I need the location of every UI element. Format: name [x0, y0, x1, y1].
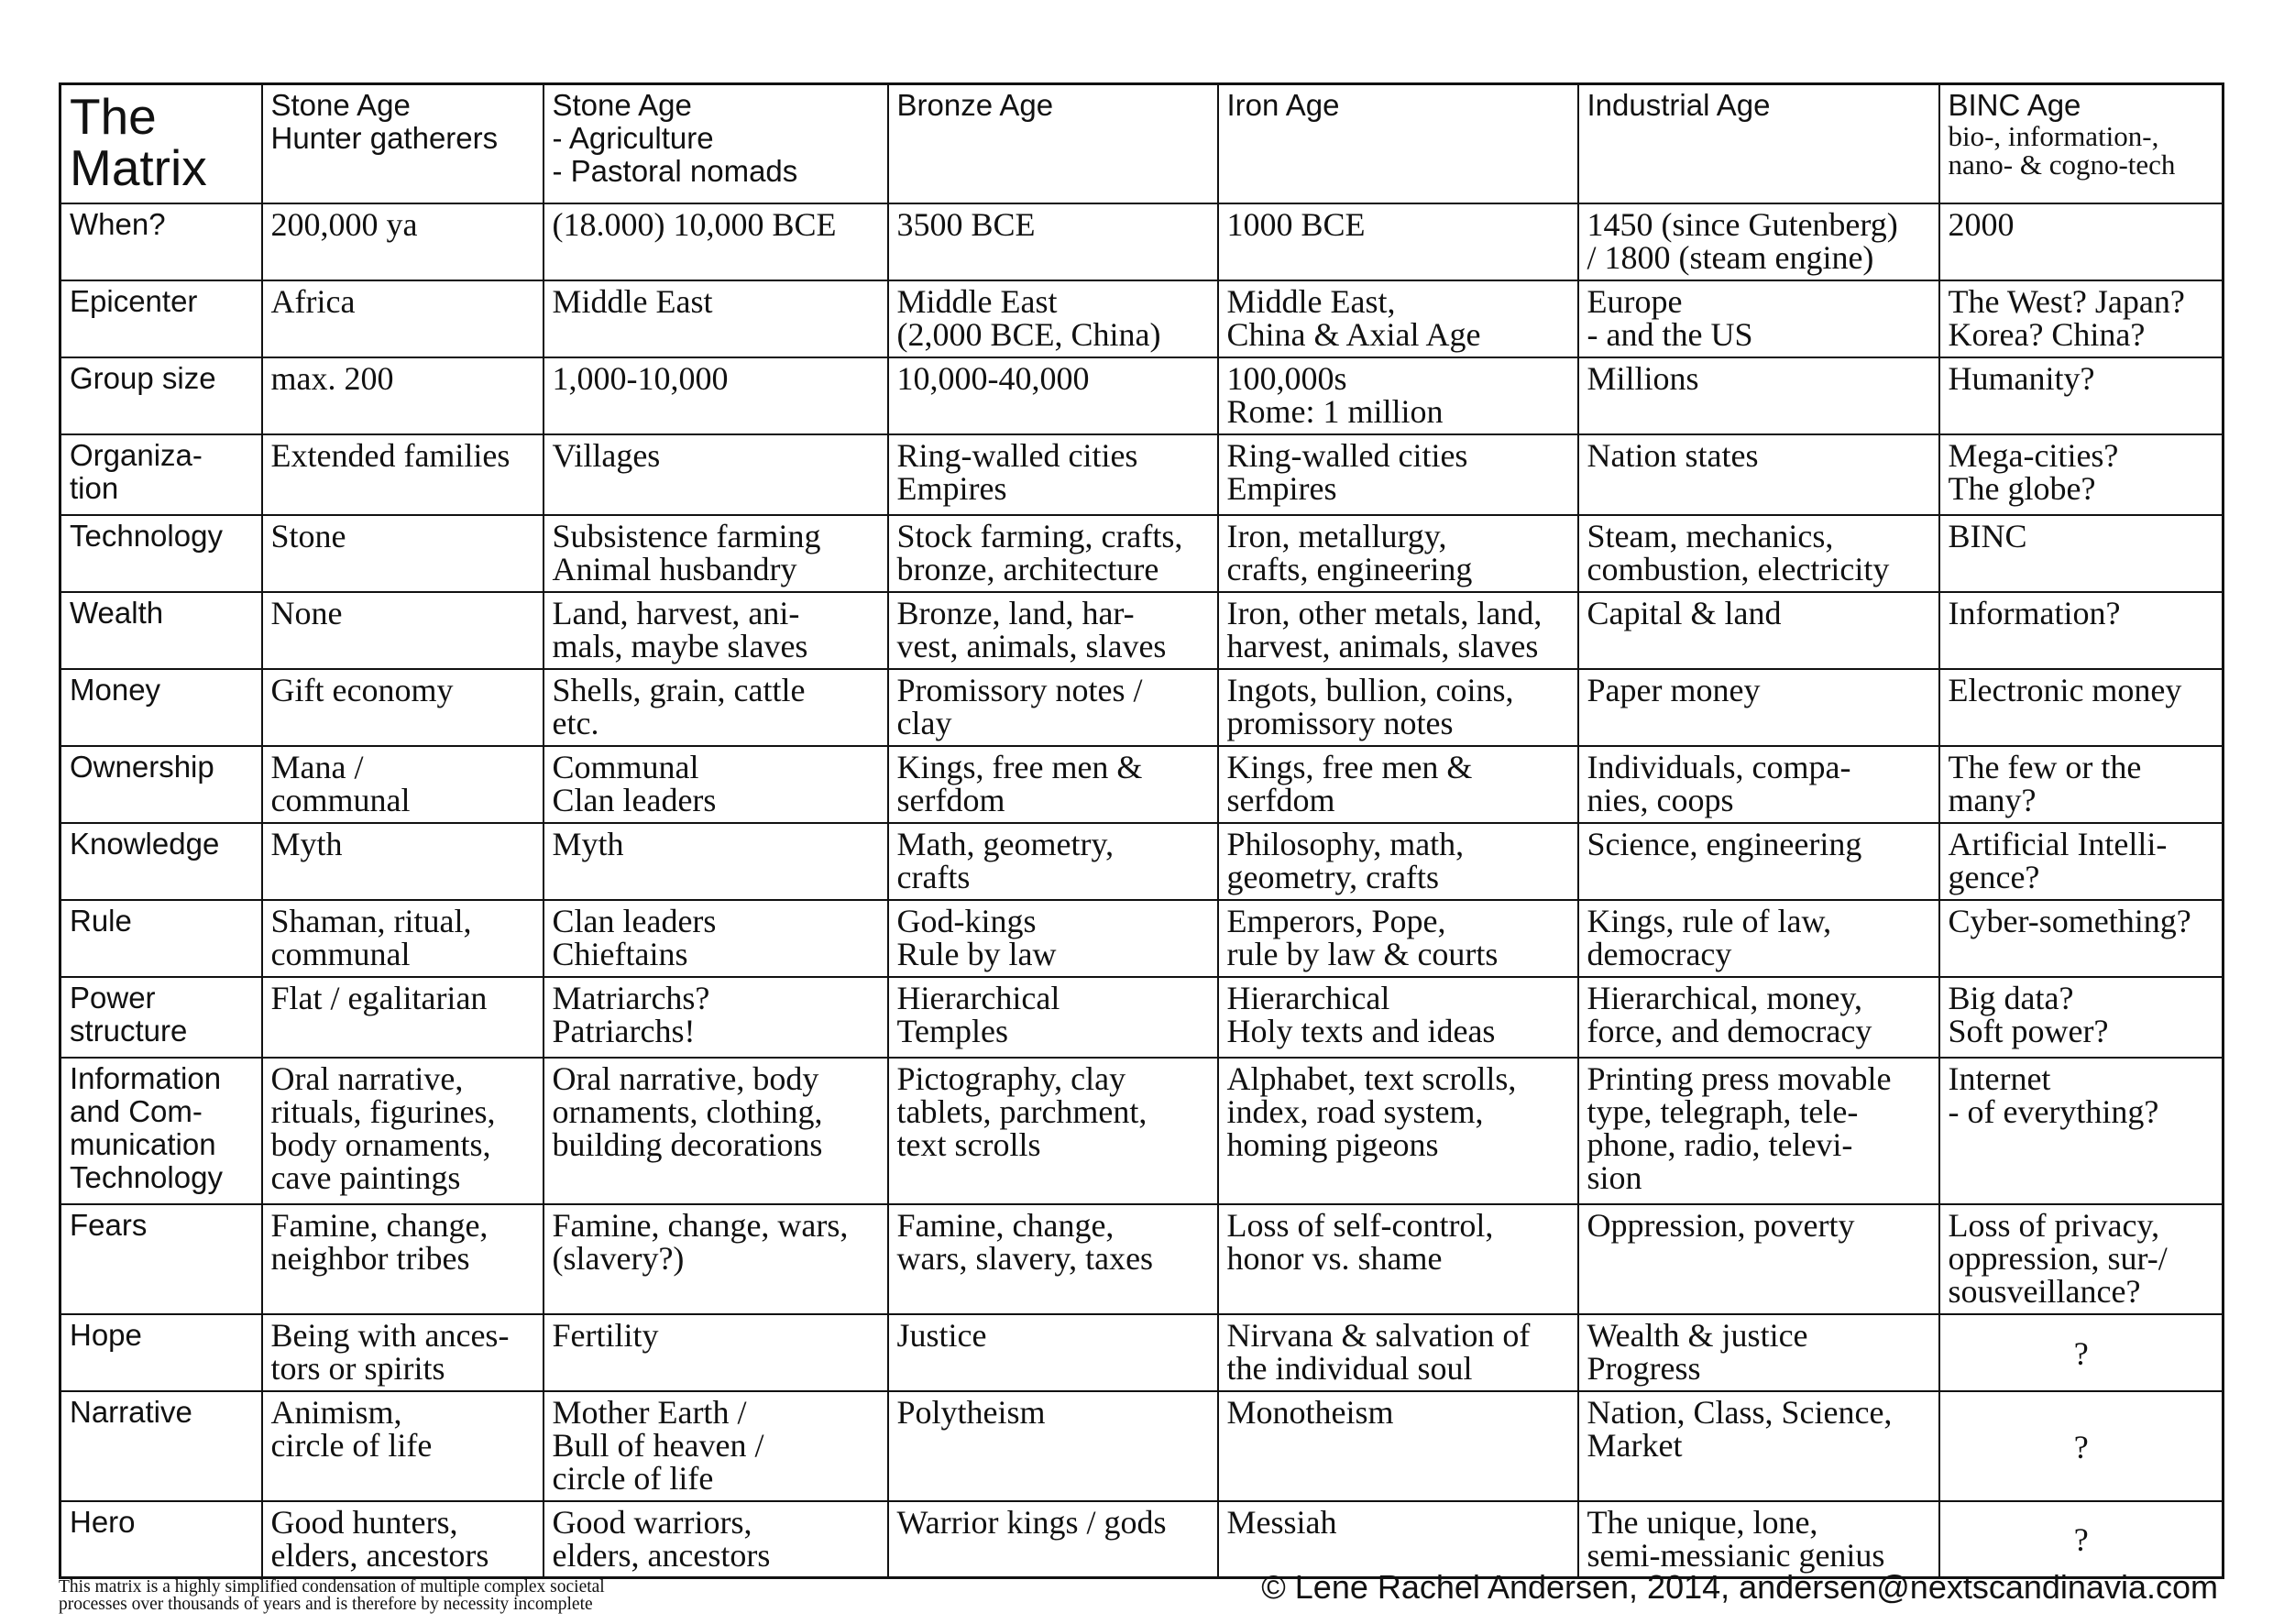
table-cell: Middle East (2,000 BCE, China)	[888, 280, 1218, 357]
table-cell: Kings, free men & serfdom	[1218, 746, 1578, 823]
table-cell: Warrior kings / gods	[888, 1501, 1218, 1578]
table-cell: Artificial Intelli- gence?	[1939, 823, 2224, 900]
table-cell: Pictography, clay tablets, parchment, text scrolls	[888, 1058, 1218, 1204]
table-cell: Being with ances- tors or spirits	[262, 1314, 544, 1391]
header-row	[60, 84, 2224, 203]
row-label: Money	[60, 669, 262, 746]
table-cell: Big data? Soft power?	[1939, 977, 2224, 1058]
table-row	[60, 900, 2224, 977]
table-cell: Clan leaders Chieftains	[544, 900, 888, 977]
table-row	[60, 1501, 2224, 1578]
table-cell: Oppression, poverty	[1578, 1204, 1939, 1314]
table-cell: Matriarchs? Patriarchs!	[544, 977, 888, 1058]
table-cell: 1,000-10,000	[544, 357, 888, 434]
table-row	[60, 357, 2224, 434]
table-cell: Humanity?	[1939, 357, 2224, 434]
matrix-table	[59, 82, 2224, 1579]
era-name: Stone Age - Agriculture - Pastoral nomads	[552, 88, 798, 188]
era-name: BINC Age	[1948, 88, 2081, 122]
table-cell: Loss of privacy, oppression, sur-/ sousveillance?	[1939, 1204, 2224, 1314]
table-cell: Math, geometry, crafts	[888, 823, 1218, 900]
table-cell: 3500 BCE	[888, 203, 1218, 280]
era-name: Bronze Age	[896, 88, 1054, 122]
table-cell: Europe - and the US	[1578, 280, 1939, 357]
era-header	[1578, 84, 1939, 203]
table-cell: 1450 (since Gutenberg) / 1800 (steam engine)	[1578, 203, 1939, 280]
table-cell: Electronic money	[1939, 669, 2224, 746]
table-cell: Extended families	[262, 434, 544, 515]
table-row	[60, 977, 2224, 1058]
table-cell: Gift economy	[262, 669, 544, 746]
table-row	[60, 592, 2224, 669]
era-header	[1939, 84, 2224, 203]
table-cell: Science, engineering	[1578, 823, 1939, 900]
era-name: Iron Age	[1226, 88, 1340, 122]
row-label: Group size	[60, 357, 262, 434]
table-title: The Matrix	[60, 84, 262, 203]
row-label: When?	[60, 203, 262, 280]
era-header	[1218, 84, 1578, 203]
era-header	[262, 84, 544, 203]
matrix-body	[60, 203, 2224, 1578]
table-cell: Justice	[888, 1314, 1218, 1391]
table-cell: Good hunters, elders, ancestors	[262, 1501, 544, 1578]
row-label: Ownership	[60, 746, 262, 823]
row-label: Knowledge	[60, 823, 262, 900]
row-label: Information and Com- munication Technology	[60, 1058, 262, 1204]
table-cell: Flat / egalitarian	[262, 977, 544, 1058]
table-row	[60, 1204, 2224, 1314]
table-cell: God-kings Rule by law	[888, 900, 1218, 977]
table-cell: Kings, rule of law, democracy	[1578, 900, 1939, 977]
table-cell: The unique, lone, semi-messianic genius	[1578, 1501, 1939, 1578]
table-cell: Subsistence farming Animal husbandry	[544, 515, 888, 592]
table-cell: Nation states	[1578, 434, 1939, 515]
footnote: This matrix is a highly simplified condensation of multiple complex societal processes over thousands of years and is therefore by necessity incomplete	[59, 1577, 605, 1614]
era-header	[888, 84, 1218, 203]
table-cell: Bronze, land, har- vest, animals, slaves	[888, 592, 1218, 669]
table-cell: Middle East, China & Axial Age	[1218, 280, 1578, 357]
table-cell: Messiah	[1218, 1501, 1578, 1578]
table-cell: Ingots, bullion, coins, promissory notes	[1218, 669, 1578, 746]
table-cell: Alphabet, text scrolls, index, road system, homing pigeons	[1218, 1058, 1578, 1204]
table-cell: Mana / communal	[262, 746, 544, 823]
row-label: Hope	[60, 1314, 262, 1391]
table-cell: Africa	[262, 280, 544, 357]
row-label: Wealth	[60, 592, 262, 669]
table-cell: Polytheism	[888, 1391, 1218, 1501]
table-cell: Loss of self-control, honor vs. shame	[1218, 1204, 1578, 1314]
table-row	[60, 280, 2224, 357]
table-cell: Iron, other metals, land, harvest, animals, slaves	[1218, 592, 1578, 669]
table-cell: 200,000 ya	[262, 203, 544, 280]
table-row	[60, 1058, 2224, 1204]
table-cell: Oral narrative, rituals, figurines, body ornaments, cave paintings	[262, 1058, 544, 1204]
table-cell: 2000	[1939, 203, 2224, 280]
table-cell: 10,000-40,000	[888, 357, 1218, 434]
table-row	[60, 1391, 2224, 1501]
table-cell: ?	[1939, 1314, 2224, 1391]
row-label: Fears	[60, 1204, 262, 1314]
row-label: Technology	[60, 515, 262, 592]
table-cell: Promissory notes / clay	[888, 669, 1218, 746]
table-cell: Stone	[262, 515, 544, 592]
table-cell: 100,000s Rome: 1 million	[1218, 357, 1578, 434]
table-cell: Printing press movable type, telegraph, tele- phone, radio, televi- sion	[1578, 1058, 1939, 1204]
table-cell: Famine, change, wars, slavery, taxes	[888, 1204, 1218, 1314]
table-cell: Mother Earth / Bull of heaven / circle of life	[544, 1391, 888, 1501]
table-cell: Fertility	[544, 1314, 888, 1391]
era-name: Stone Age Hunter gatherers	[270, 88, 499, 155]
table-cell: Famine, change, wars, (slavery?)	[544, 1204, 888, 1314]
table-cell: ?	[1939, 1391, 2224, 1501]
table-cell: Steam, mechanics, combustion, electricity	[1578, 515, 1939, 592]
table-cell: Nirvana & salvation of the individual soul	[1218, 1314, 1578, 1391]
row-label: Epicenter	[60, 280, 262, 357]
table-cell: Paper money	[1578, 669, 1939, 746]
table-cell: Millions	[1578, 357, 1939, 434]
era-header	[544, 84, 888, 203]
table-cell: Nation, Class, Science, Market	[1578, 1391, 1939, 1501]
table-cell: Middle East	[544, 280, 888, 357]
era-subtitle: bio-, information-, nano- & cogno-tech	[1948, 120, 2176, 181]
table-cell: Wealth & justice Progress	[1578, 1314, 1939, 1391]
table-cell: Land, harvest, ani- mals, maybe slaves	[544, 592, 888, 669]
table-cell: Myth	[262, 823, 544, 900]
copyright-notice: © Lene Rachel Andersen, 2014, andersen@nextscandinavia.com	[1261, 1568, 2218, 1606]
table-cell: Oral narrative, body ornaments, clothing, building decorations	[544, 1058, 888, 1204]
table-cell: Communal Clan leaders	[544, 746, 888, 823]
table-row	[60, 515, 2224, 592]
table-cell: Shaman, ritual, communal	[262, 900, 544, 977]
table-cell: The West? Japan? Korea? China?	[1939, 280, 2224, 357]
table-cell: Kings, free men & serfdom	[888, 746, 1218, 823]
table-cell: Villages	[544, 434, 888, 515]
table-cell: Stock farming, crafts, bronze, architecture	[888, 515, 1218, 592]
table-cell: Good warriors, elders, ancestors	[544, 1501, 888, 1578]
table-cell: Ring-walled cities Empires	[1218, 434, 1578, 515]
row-label: Narrative	[60, 1391, 262, 1501]
table-cell: Animism, circle of life	[262, 1391, 544, 1501]
table-cell: Individuals, compa- nies, coops	[1578, 746, 1939, 823]
table-cell: Philosophy, math, geometry, crafts	[1218, 823, 1578, 900]
table-cell: BINC	[1939, 515, 2224, 592]
table-cell: (18.000) 10,000 BCE	[544, 203, 888, 280]
table-cell: Hierarchical Holy texts and ideas	[1218, 977, 1578, 1058]
table-row	[60, 203, 2224, 280]
table-cell: Emperors, Pope, rule by law & courts	[1218, 900, 1578, 977]
era-name: Industrial Age	[1587, 88, 1771, 122]
row-label: Power structure	[60, 977, 262, 1058]
table-cell: Myth	[544, 823, 888, 900]
table-row	[60, 434, 2224, 515]
table-cell: Hierarchical, money, force, and democracy	[1578, 977, 1939, 1058]
table-cell: Monotheism	[1218, 1391, 1578, 1501]
table-cell: Ring-walled cities Empires	[888, 434, 1218, 515]
table-cell: Capital & land	[1578, 592, 1939, 669]
table-cell: The few or the many?	[1939, 746, 2224, 823]
table-cell: ?	[1939, 1501, 2224, 1578]
table-cell: 1000 BCE	[1218, 203, 1578, 280]
table-cell: Cyber-something?	[1939, 900, 2224, 977]
table-cell: Famine, change, neighbor tribes	[262, 1204, 544, 1314]
table-row	[60, 1314, 2224, 1391]
table-cell: Mega-cities? The globe?	[1939, 434, 2224, 515]
table-cell: Hierarchical Temples	[888, 977, 1218, 1058]
table-cell: Iron, metallurgy, crafts, engineering	[1218, 515, 1578, 592]
table-row	[60, 823, 2224, 900]
table-cell: Shells, grain, cattle etc.	[544, 669, 888, 746]
table-cell: Information?	[1939, 592, 2224, 669]
row-label: Organiza- tion	[60, 434, 262, 515]
table-cell: None	[262, 592, 544, 669]
table-row	[60, 669, 2224, 746]
table-row	[60, 746, 2224, 823]
table-cell: max. 200	[262, 357, 544, 434]
table-cell: Internet - of everything?	[1939, 1058, 2224, 1204]
row-label: Hero	[60, 1501, 262, 1578]
row-label: Rule	[60, 900, 262, 977]
